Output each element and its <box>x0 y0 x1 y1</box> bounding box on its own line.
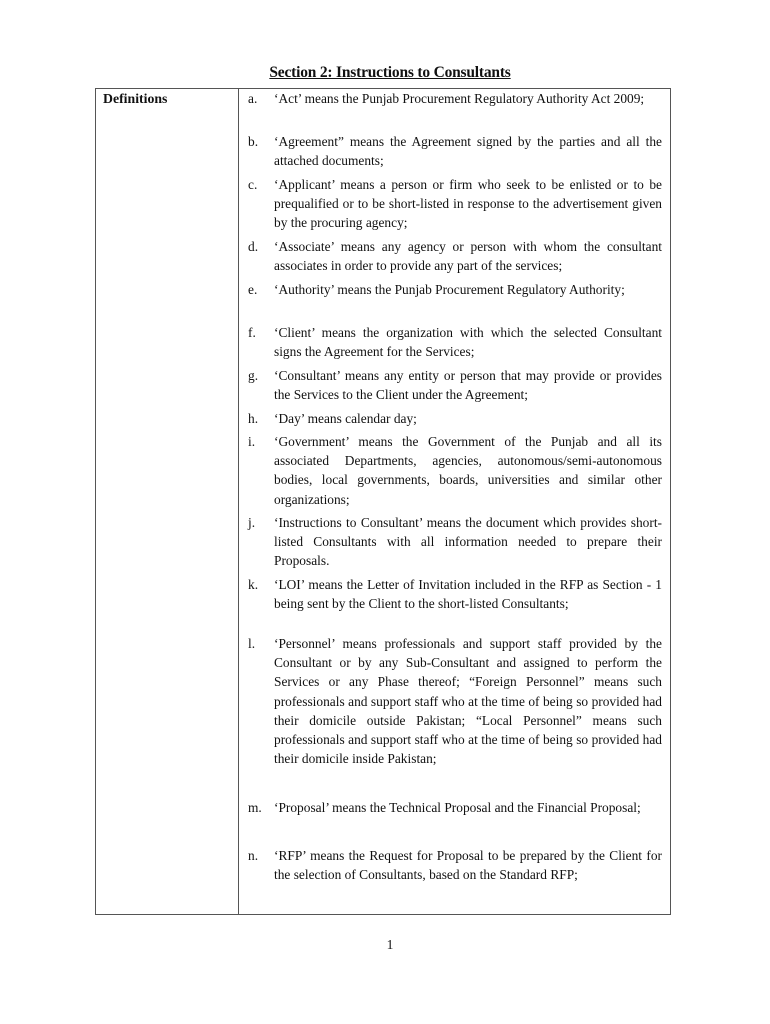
definition-item-e <box>248 280 662 299</box>
item-marker: i. <box>248 434 256 449</box>
item-marker: m. <box>248 800 262 815</box>
item-marker: g. <box>248 368 259 383</box>
definition-item-n <box>248 846 662 884</box>
item-marker: d. <box>248 239 259 254</box>
page-number: 1 <box>386 937 394 952</box>
definition-item-i <box>248 432 662 509</box>
section-title: Section 2: Instructions to Consultants <box>269 64 511 81</box>
item-text: ‘Act’ means the Punjab Procurement Regulatory Authority Act 2009; <box>274 91 645 106</box>
definition-item-d <box>248 237 662 275</box>
item-marker: k. <box>248 577 259 592</box>
definition-item-k <box>248 575 662 613</box>
item-marker: a. <box>248 91 258 106</box>
term-cell: Definitions <box>103 91 168 106</box>
item-text: ‘Applicant’ means a person or firm who seek to be enlisted or to be prequalified or to be short-listed in response to the advertisement given by the procuring agency; <box>274 177 662 231</box>
item-text: ‘Instructions to Consultant’ means the document which provides short-listed Consultants with all information needed to prepare their Proposals. <box>274 515 662 569</box>
definition-item-j <box>248 513 662 571</box>
item-text: ‘Associate’ means any agency or person with whom the consultant associates in order to provide any part of the services; <box>274 239 662 274</box>
definition-item-a <box>248 89 662 108</box>
item-marker: n. <box>248 848 259 863</box>
item-text: ‘Proposal’ means the Technical Proposal and the Financial Proposal; <box>274 800 641 815</box>
item-text: ‘Authority’ means the Punjab Procurement Regulatory Authority; <box>274 282 625 297</box>
definition-item-l <box>248 634 662 768</box>
item-marker: c. <box>248 177 258 192</box>
item-marker: j. <box>248 515 256 530</box>
item-marker: l. <box>248 636 256 651</box>
column-divider <box>238 89 239 914</box>
definitions-table <box>95 88 671 915</box>
item-marker: f. <box>248 325 256 340</box>
definition-item-g <box>248 366 662 404</box>
item-marker: e. <box>248 282 258 297</box>
definition-item-m <box>248 798 662 817</box>
item-text: ‘Day’ means calendar day; <box>274 411 417 426</box>
item-marker: b. <box>248 134 259 149</box>
item-text: ‘RFP’ means the Request for Proposal to be prepared by the Client for the selection of Consultants, based on the Standard RFP; <box>274 848 662 883</box>
definition-item-c <box>248 175 662 233</box>
item-text: ‘LOI’ means the Letter of Invitation included in the RFP as Section - 1 being sent by the Client to the short-listed Consultants; <box>274 577 662 612</box>
item-text: ‘Client’ means the organization with which the selected Consultant signs the Agreement for the Services; <box>274 325 662 360</box>
item-text: ‘Government’ means the Government of the Punjab and all its associated Departments, agencies, autonomous/semi-autonomous bodies, local governments, boards, universities and similar other organizations; <box>274 434 662 507</box>
item-text: ‘Agreement” means the Agreement signed by the parties and all the attached documents; <box>274 134 662 169</box>
definition-item-h <box>248 409 662 428</box>
item-text: ‘Personnel’ means professionals and support staff provided by the Consultant or by any Sub-Consultant and assigned to perform the Services or any Phase thereof; “Foreign Personnel” means such professionals and support staff who at the time of being so provided had their domicile outside Pakistan; “Local Personnel” means such professionals and support staff who at the time of being so provided had their domicile inside Pakistan; <box>274 636 662 767</box>
definition-item-b <box>248 132 662 170</box>
definition-item-f <box>248 323 662 361</box>
item-marker: h. <box>248 411 259 426</box>
item-text: ‘Consultant’ means any entity or person that may provide or provides the Services to the Client under the Agreement; <box>274 368 662 403</box>
